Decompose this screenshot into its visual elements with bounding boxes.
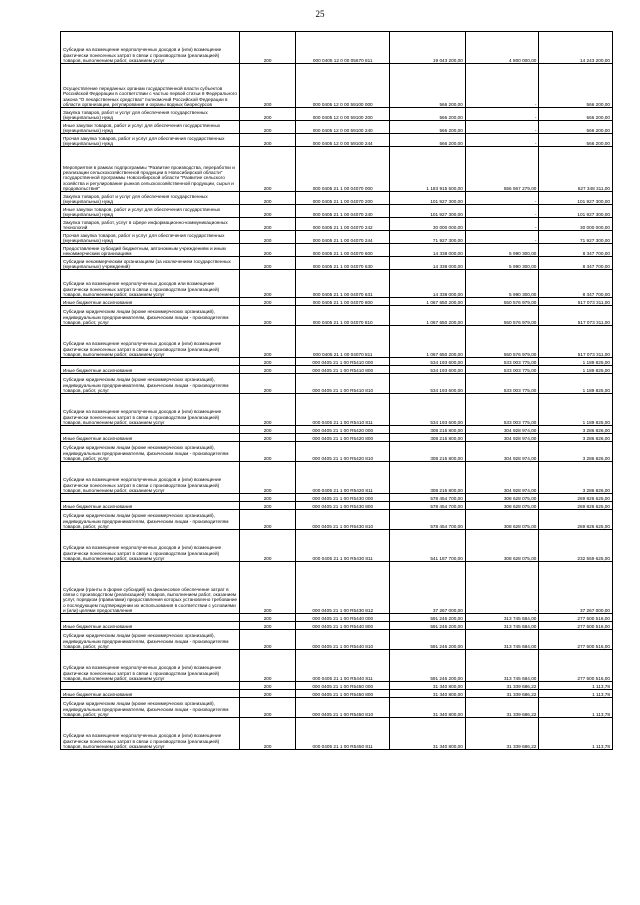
row-classification-code: 000 0405 21 1 00 R5430 800 [296,502,390,510]
row-unexecuted-amount: 517 073 311,00 [539,326,613,358]
row-approved-amount: 19 043 200,00 [390,32,466,64]
row-approved-amount: 534 193 600,00 [390,358,466,366]
table-row [61,134,613,147]
row-classification-code: 000 0405 21 1 00 R5430 000 [296,494,390,502]
row-code: 200 [240,306,296,326]
row-code: 200 [240,690,296,698]
row-approved-amount: 308 215 800,00 [390,442,466,462]
row-unexecuted-amount: 566 200,00 [539,108,613,121]
row-code: 200 [240,366,296,374]
row-classification-code: 000 0405 21 1 00 04070 000 [296,147,390,192]
row-approved-amount: 1 183 915 500,00 [390,147,466,192]
row-executed-amount: 31 339 686,22 [465,690,539,698]
row-executed-amount: 533 003 775,00 [465,358,539,366]
row-description: Иные бюджетные ассигнования [61,622,240,630]
row-approved-amount: 591 246 200,00 [390,630,466,650]
row-executed-amount: 550 576 979,00 [465,298,539,306]
row-unexecuted-amount: 3 286 826,00 [539,426,613,434]
row-unexecuted-amount: 277 500 516,00 [539,614,613,622]
row-approved-amount: 1 067 650 200,00 [390,326,466,358]
row-executed-amount: 550 576 979,00 [465,326,539,358]
row-unexecuted-amount: 232 559 625,00 [539,530,613,562]
row-unexecuted-amount: 517 073 311,00 [539,306,613,326]
row-approved-amount: 71 927 300,00 [390,231,466,244]
row-unexecuted-amount: 30 000 000,00 [539,218,613,231]
row-approved-amount: 37 267 000,00 [390,562,466,614]
row-approved-amount: 31 340 800,00 [390,682,466,690]
row-executed-amount: - [465,121,539,134]
row-classification-code: 000 0405 21 1 00 R5450 800 [296,690,390,698]
row-classification-code: 000 0405 21 1 00 R5430 812 [296,562,390,614]
row-executed-amount: 304 928 974,00 [465,426,539,434]
row-executed-amount: 550 576 979,00 [465,306,539,326]
row-code: 200 [240,562,296,614]
row-executed-amount: 31 339 686,22 [465,698,539,718]
row-description: Закупка товаров, работ и услуг для обеспечения государственных (муниципальных) нужд [61,108,240,121]
row-approved-amount: 308 215 800,00 [390,434,466,442]
row-classification-code: 000 0405 21 1 00 R5410 000 [296,358,390,366]
row-classification-code: 000 0405 21 1 00 R5430 810 [296,510,390,530]
row-classification-code: 000 0405 21 1 00 R5420 811 [296,462,390,494]
row-unexecuted-amount: 277 500 516,00 [539,622,613,630]
row-approved-amount: 534 193 600,00 [390,366,466,374]
row-code: 200 [240,510,296,530]
table-row [61,502,613,510]
row-classification-code: 000 0405 21 1 00 R5440 810 [296,630,390,650]
row-description: Субсидии на возмещение недополученных доходов и (или) возмещение фактически понесенных затрат в связи с производством (реализацией) товаров, выполнением работ, оказанием услуг [61,394,240,426]
row-approved-amount: 14 338 000,00 [390,257,466,270]
row-description: Субсидии некоммерческим организациям (за исключением государственных (муниципальных) учреждений) [61,257,240,270]
table-row [61,530,613,562]
table-row [61,690,613,698]
row-description: Субсидии юридическим лицам (кроме некоммерческих организаций), индивидуальным предпринимателям, физическим лицам - производителям товаров, работ, услуг [61,374,240,394]
row-description: Субсидии на возмещение недополученных доходов и (или) возмещение фактически понесенных затрат в связи с производством (реализацией) товаров, выполнением работ, оказанием услуг [61,326,240,358]
row-unexecuted-amount: 1 189 825,00 [539,366,613,374]
row-classification-code: 000 0405 21 1 00 R5430 811 [296,530,390,562]
row-approved-amount: 31 340 800,00 [390,690,466,698]
row-unexecuted-amount: 8 347 700,00 [539,270,613,298]
row-description: Иные бюджетные ассигнования [61,366,240,374]
row-classification-code: 000 0405 21 1 00 04070 810 [296,306,390,326]
row-approved-amount: 101 927 300,00 [390,192,466,205]
table-row [61,326,613,358]
budget-execution-table [60,31,613,750]
table-row [61,218,613,231]
row-executed-amount: - [465,231,539,244]
row-description: Субсидии на возмещение недополученных доходов и (или) возмещение фактически понесенных затрат в связи с производством (реализацией) товаров, выполнением работ, оказанием услуг [61,530,240,562]
table-row [61,306,613,326]
row-unexecuted-amount: 14 243 200,00 [539,32,613,64]
row-classification-code: 000 0405 21 1 00 R5410 811 [296,394,390,426]
row-unexecuted-amount: 1 189 825,00 [539,358,613,366]
row-approved-amount: 14 338 000,00 [390,244,466,257]
table-row [61,298,613,306]
row-executed-amount: - [465,108,539,121]
row-executed-amount: 31 339 686,22 [465,682,539,690]
row-approved-amount: 566 200,00 [390,134,466,147]
row-description: Иные закупки товаров, работ и услуг для обеспечения государственных (муниципальных) нужд [61,121,240,134]
row-executed-amount: 313 745 684,00 [465,630,539,650]
table-row [61,374,613,394]
table-row [61,270,613,298]
table-row [61,64,613,108]
row-unexecuted-amount: 269 826 625,00 [539,510,613,530]
row-classification-code: 000 0405 21 1 00 R5420 800 [296,434,390,442]
row-code: 200 [240,698,296,718]
row-classification-code: 000 0405 21 1 00 04070 631 [296,270,390,298]
row-approved-amount: 31 340 800,00 [390,718,466,750]
row-code: 200 [240,494,296,502]
row-unexecuted-amount: 1 189 825,00 [539,374,613,394]
row-executed-amount: 313 745 684,00 [465,622,539,630]
row-unexecuted-amount: 277 500 516,00 [539,630,613,650]
row-code: 200 [240,462,296,494]
row-classification-code: 000 0405 12 0 00 59100 000 [296,64,390,108]
row-description [61,494,240,502]
row-approved-amount: 566 200,00 [390,121,466,134]
table-row [61,192,613,205]
row-code: 200 [240,434,296,442]
table-row [61,494,613,502]
row-description: Иные бюджетные ассигнования [61,434,240,442]
row-description [61,426,240,434]
row-description: Мероприятия в рамках подпрограммы "Развитие производства, переработки и реализации сельскохозяйственной продукции в Новосибирской области" государственной программы Новосибирской области "Развитие сельского хозяйства и регулирование рынков сельскохозяйственной продукции, сырья и продовольствия" [61,147,240,192]
row-executed-amount: 533 003 775,00 [465,394,539,426]
row-code: 200 [240,121,296,134]
row-unexecuted-amount: 101 927 300,00 [539,205,613,218]
table-row [61,462,613,494]
row-code: 200 [240,205,296,218]
row-description: Осуществление переданных органам государственной власти субъектов Российской Федерации в соответствии с частью первой статьи 8 Федерального закона "О лекарственных средствах" полномочий Российской Федерации в области организации, регулирования и охраны водных биоресурсов [61,64,240,108]
row-code: 200 [240,530,296,562]
table-row [61,442,613,462]
row-code: 200 [240,270,296,298]
row-code: 200 [240,630,296,650]
row-unexecuted-amount: 627 348 311,00 [539,147,613,192]
row-executed-amount: 308 628 075,00 [465,494,539,502]
table-row [61,358,613,366]
row-code: 200 [240,231,296,244]
row-description: Иные бюджетные ассигнования [61,502,240,510]
row-approved-amount: 591 246 200,00 [390,622,466,630]
row-executed-amount: 5 990 300,00 [465,270,539,298]
row-executed-amount: 4 800 000,00 [465,32,539,64]
row-code: 200 [240,442,296,462]
table-row [61,121,613,134]
row-classification-code: 000 0405 21 1 00 R5440 811 [296,650,390,682]
row-classification-code: 000 0405 12 0 00 59100 244 [296,134,390,147]
row-executed-amount: - [465,205,539,218]
table-row [61,650,613,682]
row-description: Иные бюджетные ассигнования [61,690,240,698]
row-unexecuted-amount: 269 826 625,00 [539,494,613,502]
row-unexecuted-amount: 3 286 826,00 [539,462,613,494]
row-description: Субсидии юридическим лицам (кроме некоммерческих организаций), индивидуальным предпринимателям, физическим лицам - производителям товаров, работ, услуг [61,442,240,462]
row-unexecuted-amount: 566 200,00 [539,64,613,108]
row-executed-amount: - [465,64,539,108]
row-executed-amount: 308 628 075,00 [465,502,539,510]
row-approved-amount: 578 454 700,00 [390,502,466,510]
table-row [61,510,613,530]
row-approved-amount: 541 187 700,00 [390,530,466,562]
row-classification-code: 000 0405 21 1 00 04070 630 [296,257,390,270]
row-approved-amount: 308 215 800,00 [390,426,466,434]
row-classification-code: 000 0405 21 1 00 04070 811 [296,326,390,358]
table-row [61,32,613,64]
row-description: Субсидии юридическим лицам (кроме некоммерческих организаций), индивидуальным предпринимателям, физическим лицам - производителям товаров, работ, услуг [61,510,240,530]
row-approved-amount: 1 067 650 200,00 [390,306,466,326]
table-row [61,434,613,442]
table-row [61,257,613,270]
row-description [61,358,240,366]
row-classification-code: 000 0405 21 1 00 R5450 000 [296,682,390,690]
row-unexecuted-amount: 1 113,78 [539,682,613,690]
table-row [61,244,613,257]
table-row [61,147,613,192]
row-code: 200 [240,394,296,426]
row-code: 200 [240,682,296,690]
row-classification-code: 000 0405 21 1 00 04070 800 [296,298,390,306]
row-code: 200 [240,650,296,682]
row-description: Закупка товаров, работ и услуг для обеспечения государственных (муниципальных) нужд [61,192,240,205]
row-code: 200 [240,622,296,630]
row-approved-amount: 31 340 800,00 [390,698,466,718]
row-approved-amount: 591 246 200,00 [390,614,466,622]
row-description [61,614,240,622]
row-unexecuted-amount: 3 286 826,00 [539,434,613,442]
row-code: 200 [240,374,296,394]
table-row [61,231,613,244]
row-executed-amount: 308 628 075,00 [465,510,539,530]
row-description: Субсидии на возмещение недополученных доходов и (или) возмещение фактически понесенных затрат в связи с производством (реализацией) товаров, выполнением работ, оказанием услуг [61,650,240,682]
table-row [61,205,613,218]
row-classification-code: 000 0405 21 1 00 04070 600 [296,244,390,257]
row-code: 200 [240,358,296,366]
row-description: Иные бюджетные ассигнования [61,298,240,306]
row-code: 200 [240,108,296,121]
row-executed-amount: 533 003 775,00 [465,366,539,374]
row-unexecuted-amount: 566 200,00 [539,134,613,147]
row-classification-code: 000 0405 21 1 00 R5450 811 [296,718,390,750]
table-row [61,426,613,434]
table-row [61,682,613,690]
row-executed-amount: 304 928 974,00 [465,462,539,494]
row-executed-amount: - [465,192,539,205]
row-executed-amount: 308 628 075,00 [465,530,539,562]
row-approved-amount: 578 454 700,00 [390,510,466,530]
table-row [61,622,613,630]
row-approved-amount: 578 454 700,00 [390,494,466,502]
row-code: 200 [240,298,296,306]
row-code: 200 [240,614,296,622]
row-description: Субсидии на возмещение недополученных доходов и (или) возмещение фактически понесенных затрат в связи с производством (реализацией) товаров, выполнением работ, оказанием услуг [61,462,240,494]
table-row [61,366,613,374]
row-description [61,682,240,690]
row-executed-amount: 304 928 974,00 [465,434,539,442]
row-approved-amount: 1 067 650 200,00 [390,298,466,306]
row-unexecuted-amount: 566 200,00 [539,121,613,134]
row-unexecuted-amount: 37 267 000,00 [539,562,613,614]
row-executed-amount: 5 990 300,00 [465,257,539,270]
table-row [61,698,613,718]
row-classification-code: 000 0405 21 1 00 R5420 000 [296,426,390,434]
row-classification-code: 000 0405 21 1 00 04070 200 [296,192,390,205]
table-row [61,718,613,750]
row-code: 200 [240,718,296,750]
table-row [61,562,613,614]
row-code: 200 [240,32,296,64]
row-code: 200 [240,134,296,147]
row-unexecuted-amount: 269 826 625,00 [539,502,613,510]
row-classification-code: 000 0405 21 1 00 R5450 810 [296,698,390,718]
row-classification-code: 000 0405 21 1 00 R5440 000 [296,614,390,622]
row-approved-amount: 101 927 300,00 [390,205,466,218]
table-row [61,394,613,426]
row-classification-code: 000 0405 21 1 00 R5410 810 [296,374,390,394]
row-unexecuted-amount: 1 113,78 [539,718,613,750]
row-code: 200 [240,192,296,205]
row-code: 200 [240,326,296,358]
row-description: Прочая закупка товаров, работ и услуг для обеспечения государственных (муниципальных) нужд [61,231,240,244]
row-code: 200 [240,64,296,108]
row-description: Иные закупки товаров, работ и услуг для обеспечения государственных (муниципальных) нужд [61,205,240,218]
row-unexecuted-amount: 1 189 825,00 [539,394,613,426]
row-description: Субсидии (гранты в форме субсидий) на финансовое обеспечение затрат в связи с производством (реализацией) товаров, выполнением работ, оказанием услуг, порядком (правилами) предоставления которых установлено требование о последующем подтверждении их использования в соответствии с условиями и (или) целями предоставления [61,562,240,614]
row-executed-amount: 556 567 279,00 [465,147,539,192]
row-classification-code: 000 0405 12 0 00 05670 811 [296,32,390,64]
row-executed-amount: 31 339 686,22 [465,718,539,750]
row-approved-amount: 308 215 800,00 [390,462,466,494]
row-approved-amount: 566 200,00 [390,108,466,121]
row-approved-amount: 534 193 600,00 [390,394,466,426]
row-code: 200 [240,502,296,510]
row-code: 200 [240,218,296,231]
row-unexecuted-amount: 277 500 516,00 [539,650,613,682]
row-unexecuted-amount: 517 073 311,00 [539,298,613,306]
row-description: Предоставление субсидий бюджетным, автономным учреждениям и иным некоммерческим организациям [61,244,240,257]
row-classification-code: 000 0405 21 1 00 04070 240 [296,205,390,218]
row-executed-amount: 313 745 684,00 [465,650,539,682]
row-approved-amount: 14 338 000,00 [390,270,466,298]
row-classification-code: 000 0405 21 1 00 04070 244 [296,231,390,244]
row-description: Прочая закупка товаров, работ и услуг для обеспечения государственных (муниципальных) нужд [61,134,240,147]
row-description: Субсидии юридическим лицам (кроме некоммерческих организаций), индивидуальным предпринимателям, физическим лицам - производителям товаров, работ, услуг [61,306,240,326]
row-description: Субсидии на возмещение недополученных доходов и (или) возмещение фактически понесенных затрат в связи с производством (реализацией) товаров, выполнением работ, оказанием услуг [61,32,240,64]
row-unexecuted-amount: 101 927 300,00 [539,192,613,205]
row-unexecuted-amount: 1 113,78 [539,698,613,718]
table-row [61,108,613,121]
row-description: Субсидии юридическим лицам (кроме некоммерческих организаций), индивидуальным предпринимателям, физическим лицам - производителям товаров, работ, услуг [61,630,240,650]
row-executed-amount: 304 928 974,00 [465,442,539,462]
row-unexecuted-amount: 71 927 300,00 [539,231,613,244]
row-executed-amount: - [465,218,539,231]
row-classification-code: 000 0405 21 1 00 R5440 800 [296,622,390,630]
row-classification-code: 000 0405 12 0 00 59100 240 [296,121,390,134]
row-approved-amount: 591 246 200,00 [390,650,466,682]
row-executed-amount: - [465,562,539,614]
row-unexecuted-amount: 1 113,78 [539,690,613,698]
page-number: 25 [315,9,325,19]
row-classification-code: 000 0405 12 0 00 59100 200 [296,108,390,121]
row-code: 200 [240,244,296,257]
row-approved-amount: 534 193 600,00 [390,374,466,394]
row-code: 200 [240,426,296,434]
row-classification-code: 000 0405 21 1 00 04070 242 [296,218,390,231]
row-description: Закупка товаров, работ, услуг в сфере информационно-коммуникационных технологий [61,218,240,231]
row-classification-code: 000 0405 21 1 00 R5410 800 [296,366,390,374]
row-executed-amount: 5 990 300,00 [465,244,539,257]
row-executed-amount: - [465,134,539,147]
row-description: Субсидии на возмещение недополученных доходов и (или) возмещение фактически понесенных затрат в связи с производством (реализацией) товаров, выполнением работ, оказанием услуг [61,718,240,750]
row-code: 200 [240,257,296,270]
row-unexecuted-amount: 8 347 700,00 [539,244,613,257]
row-description: Субсидии на возмещение недополученных доходов или возмещение фактически понесенных затрат в связи с производством (реализацией) товаров, выполнением работ, оказанием услуг [61,270,240,298]
row-executed-amount: 533 003 775,00 [465,374,539,394]
table-row [61,614,613,622]
row-unexecuted-amount: 3 286 826,00 [539,442,613,462]
row-unexecuted-amount: 8 347 700,00 [539,257,613,270]
row-executed-amount: 313 745 684,00 [465,614,539,622]
row-code: 200 [240,147,296,192]
row-approved-amount: 30 000 000,00 [390,218,466,231]
row-description: Субсидии юридическим лицам (кроме некоммерческих организаций), индивидуальным предпринимателям, физическим лицам - производителям товаров, работ, услуг [61,698,240,718]
row-classification-code: 000 0405 21 1 00 R5420 810 [296,442,390,462]
row-approved-amount: 566 200,00 [390,64,466,108]
table-row [61,630,613,650]
